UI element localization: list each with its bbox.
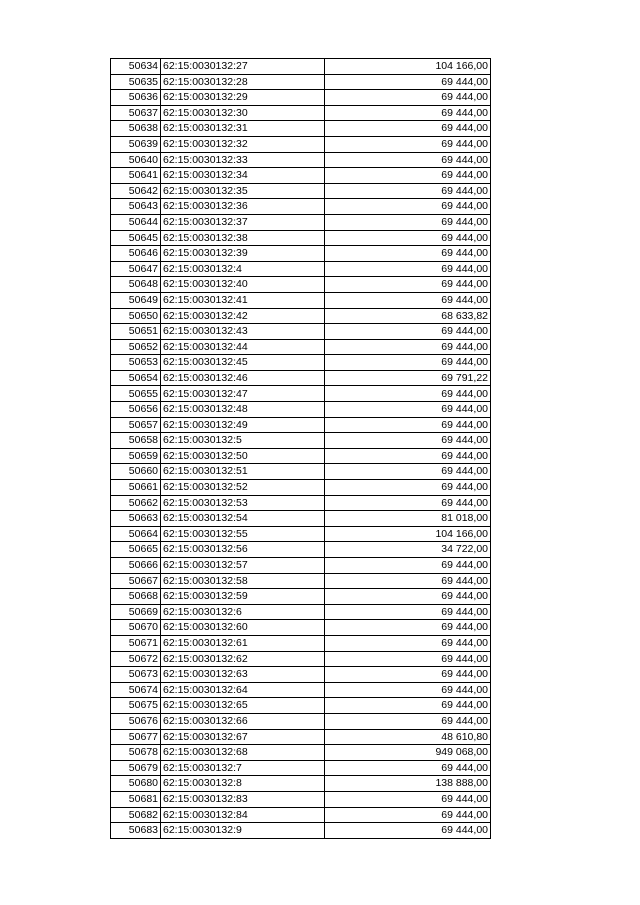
row-number-cell: 50642 xyxy=(111,183,161,199)
value-cell: 69 444,00 xyxy=(325,277,491,293)
table-row xyxy=(111,308,491,324)
value-cell: 69 444,00 xyxy=(325,136,491,152)
value-cell: 69 444,00 xyxy=(325,651,491,667)
value-cell: 69 444,00 xyxy=(325,121,491,137)
value-cell: 69 444,00 xyxy=(325,168,491,184)
cadastral-number-cell: 62:15:0030132:63 xyxy=(161,667,325,683)
value-cell: 69 444,00 xyxy=(325,152,491,168)
row-number-cell: 50641 xyxy=(111,168,161,184)
table-row xyxy=(111,558,491,574)
table-row xyxy=(111,121,491,137)
row-number-cell: 50680 xyxy=(111,776,161,792)
table-row xyxy=(111,589,491,605)
cadastral-number-cell: 62:15:0030132:47 xyxy=(161,386,325,402)
cadastral-number-cell: 62:15:0030132:60 xyxy=(161,620,325,636)
value-cell: 69 444,00 xyxy=(325,807,491,823)
row-number-cell: 50669 xyxy=(111,604,161,620)
row-number-cell: 50654 xyxy=(111,370,161,386)
cadastral-number-cell: 62:15:0030132:68 xyxy=(161,745,325,761)
table-row xyxy=(111,635,491,651)
cadastral-number-cell: 62:15:0030132:31 xyxy=(161,121,325,137)
row-number-cell: 50656 xyxy=(111,402,161,418)
cadastral-number-cell: 62:15:0030132:8 xyxy=(161,776,325,792)
cadastral-number-cell: 62:15:0030132:4 xyxy=(161,261,325,277)
table-row xyxy=(111,760,491,776)
row-number-cell: 50667 xyxy=(111,573,161,589)
cadastral-number-cell: 62:15:0030132:59 xyxy=(161,589,325,605)
cadastral-number-cell: 62:15:0030132:84 xyxy=(161,807,325,823)
cadastral-number-cell: 62:15:0030132:35 xyxy=(161,183,325,199)
row-number-cell: 50646 xyxy=(111,246,161,262)
cadastral-number-cell: 62:15:0030132:9 xyxy=(161,823,325,839)
table-row xyxy=(111,807,491,823)
table-body xyxy=(111,59,491,839)
table-row xyxy=(111,386,491,402)
row-number-cell: 50679 xyxy=(111,760,161,776)
value-cell: 69 444,00 xyxy=(325,183,491,199)
row-number-cell: 50676 xyxy=(111,713,161,729)
table-row xyxy=(111,183,491,199)
cadastral-number-cell: 62:15:0030132:32 xyxy=(161,136,325,152)
cadastral-number-cell: 62:15:0030132:67 xyxy=(161,729,325,745)
cadastral-number-cell: 62:15:0030132:40 xyxy=(161,277,325,293)
value-cell: 68 633,82 xyxy=(325,308,491,324)
value-cell: 69 444,00 xyxy=(325,355,491,371)
table-row xyxy=(111,495,491,511)
value-cell: 48 610,80 xyxy=(325,729,491,745)
value-cell: 69 444,00 xyxy=(325,214,491,230)
cadastral-number-cell: 62:15:0030132:61 xyxy=(161,635,325,651)
table-row xyxy=(111,74,491,90)
table-row xyxy=(111,604,491,620)
table-row xyxy=(111,261,491,277)
value-cell: 69 444,00 xyxy=(325,433,491,449)
value-cell: 69 444,00 xyxy=(325,246,491,262)
value-cell: 69 444,00 xyxy=(325,90,491,106)
cadastral-number-cell: 62:15:0030132:65 xyxy=(161,698,325,714)
value-cell: 69 444,00 xyxy=(325,823,491,839)
cadastral-number-cell: 62:15:0030132:43 xyxy=(161,324,325,340)
row-number-cell: 50659 xyxy=(111,448,161,464)
row-number-cell: 50645 xyxy=(111,230,161,246)
value-cell: 69 444,00 xyxy=(325,635,491,651)
value-cell: 69 444,00 xyxy=(325,558,491,574)
cadastral-number-cell: 62:15:0030132:29 xyxy=(161,90,325,106)
value-cell: 69 444,00 xyxy=(325,620,491,636)
value-cell: 81 018,00 xyxy=(325,511,491,527)
table-row xyxy=(111,480,491,496)
cadastral-number-cell: 62:15:0030132:7 xyxy=(161,760,325,776)
row-number-cell: 50639 xyxy=(111,136,161,152)
table-row xyxy=(111,105,491,121)
cadastral-number-cell: 62:15:0030132:37 xyxy=(161,214,325,230)
row-number-cell: 50674 xyxy=(111,682,161,698)
row-number-cell: 50658 xyxy=(111,433,161,449)
table-row xyxy=(111,417,491,433)
table-row xyxy=(111,246,491,262)
value-cell: 69 444,00 xyxy=(325,230,491,246)
value-cell: 949 068,00 xyxy=(325,745,491,761)
table-row xyxy=(111,136,491,152)
table-row xyxy=(111,651,491,667)
cadastral-number-cell: 62:15:0030132:57 xyxy=(161,558,325,574)
table-row xyxy=(111,729,491,745)
cadastral-number-cell: 62:15:0030132:64 xyxy=(161,682,325,698)
row-number-cell: 50643 xyxy=(111,199,161,215)
row-number-cell: 50666 xyxy=(111,558,161,574)
table-row xyxy=(111,620,491,636)
row-number-cell: 50647 xyxy=(111,261,161,277)
table-row xyxy=(111,292,491,308)
cadastral-number-cell: 62:15:0030132:56 xyxy=(161,542,325,558)
table-row xyxy=(111,199,491,215)
cadastral-number-cell: 62:15:0030132:42 xyxy=(161,308,325,324)
row-number-cell: 50678 xyxy=(111,745,161,761)
row-number-cell: 50664 xyxy=(111,526,161,542)
value-cell: 138 888,00 xyxy=(325,776,491,792)
table-row xyxy=(111,90,491,106)
cadastral-number-cell: 62:15:0030132:6 xyxy=(161,604,325,620)
value-cell: 69 444,00 xyxy=(325,682,491,698)
row-number-cell: 50644 xyxy=(111,214,161,230)
cadastral-number-cell: 62:15:0030132:48 xyxy=(161,402,325,418)
table-row xyxy=(111,682,491,698)
table-row xyxy=(111,511,491,527)
row-number-cell: 50682 xyxy=(111,807,161,823)
cadastral-number-cell: 62:15:0030132:28 xyxy=(161,74,325,90)
value-cell: 69 444,00 xyxy=(325,261,491,277)
table-row xyxy=(111,776,491,792)
value-cell: 69 444,00 xyxy=(325,339,491,355)
value-cell: 69 444,00 xyxy=(325,791,491,807)
cadastral-number-cell: 62:15:0030132:62 xyxy=(161,651,325,667)
cadastral-number-cell: 62:15:0030132:51 xyxy=(161,464,325,480)
value-cell: 69 444,00 xyxy=(325,105,491,121)
value-cell: 34 722,00 xyxy=(325,542,491,558)
cadastral-number-cell: 62:15:0030132:30 xyxy=(161,105,325,121)
table-row xyxy=(111,713,491,729)
cadastral-number-cell: 62:15:0030132:50 xyxy=(161,448,325,464)
row-number-cell: 50651 xyxy=(111,324,161,340)
row-number-cell: 50665 xyxy=(111,542,161,558)
data-table xyxy=(110,58,491,839)
value-cell: 104 166,00 xyxy=(325,59,491,75)
value-cell: 69 444,00 xyxy=(325,292,491,308)
row-number-cell: 50661 xyxy=(111,480,161,496)
row-number-cell: 50673 xyxy=(111,667,161,683)
cadastral-number-cell: 62:15:0030132:33 xyxy=(161,152,325,168)
table-row xyxy=(111,791,491,807)
cadastral-number-cell: 62:15:0030132:34 xyxy=(161,168,325,184)
value-cell: 69 444,00 xyxy=(325,713,491,729)
cadastral-number-cell: 62:15:0030132:41 xyxy=(161,292,325,308)
value-cell: 69 444,00 xyxy=(325,480,491,496)
row-number-cell: 50636 xyxy=(111,90,161,106)
row-number-cell: 50635 xyxy=(111,74,161,90)
cadastral-number-cell: 62:15:0030132:36 xyxy=(161,199,325,215)
row-number-cell: 50652 xyxy=(111,339,161,355)
cadastral-number-cell: 62:15:0030132:5 xyxy=(161,433,325,449)
row-number-cell: 50640 xyxy=(111,152,161,168)
row-number-cell: 50672 xyxy=(111,651,161,667)
value-cell: 69 444,00 xyxy=(325,573,491,589)
table-row xyxy=(111,214,491,230)
cadastral-number-cell: 62:15:0030132:27 xyxy=(161,59,325,75)
row-number-cell: 50634 xyxy=(111,59,161,75)
value-cell: 69 444,00 xyxy=(325,402,491,418)
row-number-cell: 50681 xyxy=(111,791,161,807)
row-number-cell: 50650 xyxy=(111,308,161,324)
row-number-cell: 50668 xyxy=(111,589,161,605)
table-row xyxy=(111,324,491,340)
table-row xyxy=(111,464,491,480)
cadastral-number-cell: 62:15:0030132:53 xyxy=(161,495,325,511)
cadastral-number-cell: 62:15:0030132:55 xyxy=(161,526,325,542)
cadastral-number-cell: 62:15:0030132:66 xyxy=(161,713,325,729)
value-cell: 69 444,00 xyxy=(325,386,491,402)
cadastral-number-cell: 62:15:0030132:83 xyxy=(161,791,325,807)
row-number-cell: 50648 xyxy=(111,277,161,293)
cadastral-number-cell: 62:15:0030132:39 xyxy=(161,246,325,262)
row-number-cell: 50660 xyxy=(111,464,161,480)
table-row xyxy=(111,152,491,168)
row-number-cell: 50649 xyxy=(111,292,161,308)
row-number-cell: 50675 xyxy=(111,698,161,714)
value-cell: 69 444,00 xyxy=(325,667,491,683)
table-row xyxy=(111,433,491,449)
value-cell: 69 444,00 xyxy=(325,324,491,340)
table-row xyxy=(111,402,491,418)
value-cell: 69 444,00 xyxy=(325,199,491,215)
cadastral-number-cell: 62:15:0030132:52 xyxy=(161,480,325,496)
value-cell: 69 444,00 xyxy=(325,698,491,714)
table-row xyxy=(111,355,491,371)
table-row xyxy=(111,370,491,386)
value-cell: 69 444,00 xyxy=(325,417,491,433)
value-cell: 69 444,00 xyxy=(325,760,491,776)
value-cell: 104 166,00 xyxy=(325,526,491,542)
row-number-cell: 50677 xyxy=(111,729,161,745)
table-row xyxy=(111,667,491,683)
row-number-cell: 50662 xyxy=(111,495,161,511)
value-cell: 69 444,00 xyxy=(325,448,491,464)
row-number-cell: 50671 xyxy=(111,635,161,651)
value-cell: 69 444,00 xyxy=(325,589,491,605)
value-cell: 69 791,22 xyxy=(325,370,491,386)
cadastral-number-cell: 62:15:0030132:45 xyxy=(161,355,325,371)
row-number-cell: 50637 xyxy=(111,105,161,121)
row-number-cell: 50653 xyxy=(111,355,161,371)
table-row xyxy=(111,526,491,542)
table-row xyxy=(111,448,491,464)
row-number-cell: 50683 xyxy=(111,823,161,839)
value-cell: 69 444,00 xyxy=(325,74,491,90)
table-row xyxy=(111,745,491,761)
cadastral-number-cell: 62:15:0030132:58 xyxy=(161,573,325,589)
value-cell: 69 444,00 xyxy=(325,604,491,620)
table-row xyxy=(111,542,491,558)
value-cell: 69 444,00 xyxy=(325,464,491,480)
cadastral-number-cell: 62:15:0030132:49 xyxy=(161,417,325,433)
row-number-cell: 50663 xyxy=(111,511,161,527)
table-row xyxy=(111,698,491,714)
table-row xyxy=(111,59,491,75)
cadastral-number-cell: 62:15:0030132:38 xyxy=(161,230,325,246)
table-row xyxy=(111,823,491,839)
cadastral-number-cell: 62:15:0030132:44 xyxy=(161,339,325,355)
table-row xyxy=(111,168,491,184)
table-row xyxy=(111,230,491,246)
value-cell: 69 444,00 xyxy=(325,495,491,511)
table-row xyxy=(111,573,491,589)
row-number-cell: 50638 xyxy=(111,121,161,137)
row-number-cell: 50657 xyxy=(111,417,161,433)
cadastral-number-cell: 62:15:0030132:54 xyxy=(161,511,325,527)
row-number-cell: 50670 xyxy=(111,620,161,636)
table-row xyxy=(111,339,491,355)
cadastral-number-cell: 62:15:0030132:46 xyxy=(161,370,325,386)
row-number-cell: 50655 xyxy=(111,386,161,402)
table-row xyxy=(111,277,491,293)
